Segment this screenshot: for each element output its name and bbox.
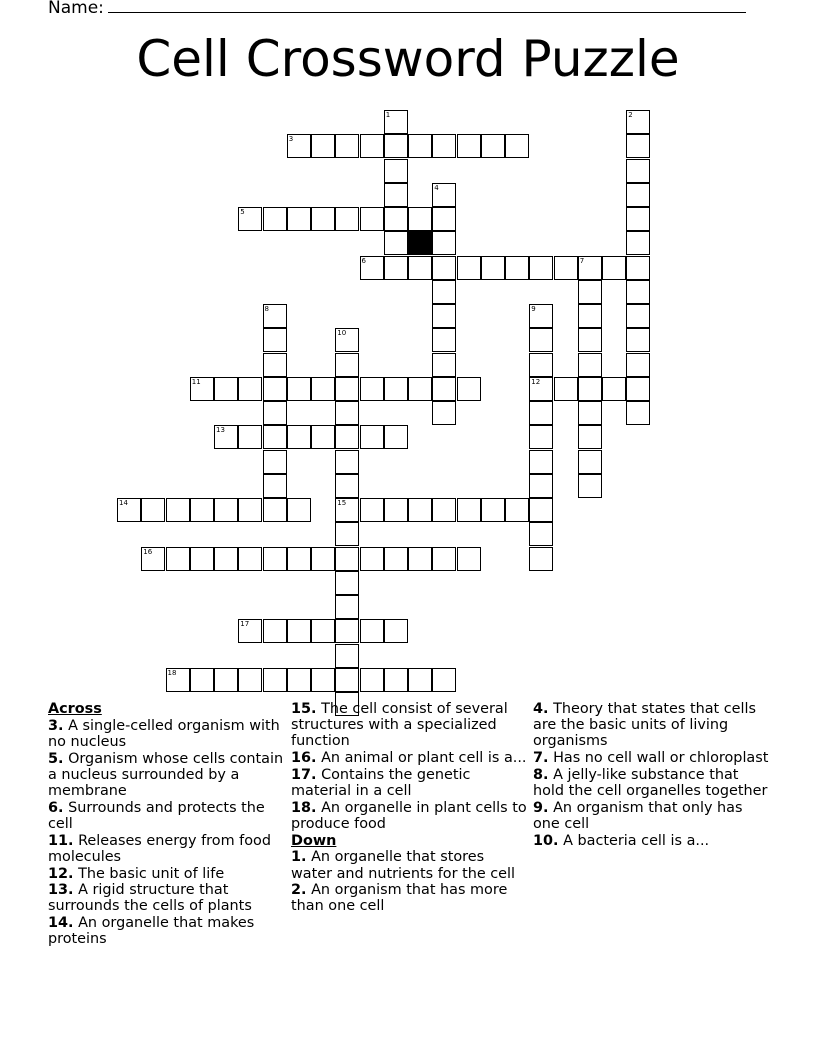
grid-cell[interactable] xyxy=(457,498,481,522)
clue-item xyxy=(291,800,527,832)
clue-item-number: 9. xyxy=(533,799,549,816)
clue-column-1 xyxy=(48,701,284,948)
clue-number: 5 xyxy=(240,208,245,216)
clue-item xyxy=(48,866,284,882)
grid-cell[interactable] xyxy=(408,668,432,692)
grid-cell[interactable] xyxy=(238,619,262,643)
grid-cell[interactable] xyxy=(263,474,287,498)
clue-item-text: An organelle in plant cells to produce food xyxy=(291,799,527,832)
grid-cell[interactable] xyxy=(432,377,456,401)
grid-cell[interactable] xyxy=(602,377,626,401)
grid-cell[interactable] xyxy=(578,280,602,304)
grid-cell[interactable] xyxy=(214,425,238,449)
grid-cell[interactable] xyxy=(529,328,553,352)
grid-cell[interactable] xyxy=(408,498,432,522)
clue-item xyxy=(48,718,284,750)
grid-cell[interactable] xyxy=(335,377,359,401)
clue-number: 10 xyxy=(337,329,347,338)
grid-cell[interactable] xyxy=(384,498,408,522)
grid-cell[interactable] xyxy=(432,668,456,692)
clue-item xyxy=(291,767,527,799)
grid-cell[interactable] xyxy=(384,619,408,643)
grid-cell[interactable] xyxy=(384,547,408,571)
clue-item xyxy=(291,750,527,766)
clue-item-number: 11. xyxy=(48,832,74,849)
grid-cell[interactable] xyxy=(263,425,287,449)
clue-item-text: An organelle that makes proteins xyxy=(48,915,255,948)
grid-cell[interactable] xyxy=(578,474,602,498)
grid-cell[interactable] xyxy=(384,668,408,692)
grid-cell[interactable] xyxy=(311,207,335,231)
clue-number: 11 xyxy=(191,377,201,386)
grid-cell[interactable] xyxy=(626,401,650,425)
grid-cell[interactable] xyxy=(432,547,456,571)
grid-cell[interactable] xyxy=(238,547,262,571)
grid-cell[interactable] xyxy=(335,522,359,546)
grid-cell[interactable] xyxy=(408,134,432,158)
clue-item-number: 5. xyxy=(48,750,64,767)
grid-cell[interactable] xyxy=(432,256,456,280)
clue-item-number: 18. xyxy=(291,799,317,816)
grid-cell[interactable] xyxy=(408,547,432,571)
clue-item xyxy=(533,800,769,832)
grid-cell[interactable] xyxy=(432,353,456,377)
grid-cell[interactable] xyxy=(578,401,602,425)
grid-cell[interactable] xyxy=(529,304,553,328)
clue-item-number: 14. xyxy=(48,915,74,932)
clue-item xyxy=(48,751,284,800)
grid-cell[interactable] xyxy=(529,353,553,377)
clue-item-number: 1. xyxy=(291,849,307,866)
grid-cell[interactable] xyxy=(190,377,214,401)
grid-cell[interactable] xyxy=(263,328,287,352)
grid-cell[interactable] xyxy=(360,425,384,449)
clue-number: 4 xyxy=(434,183,439,192)
grid-cell[interactable] xyxy=(238,377,262,401)
grid-cell[interactable] xyxy=(214,668,238,692)
grid-cell[interactable] xyxy=(287,134,311,158)
clue-item-number: 2. xyxy=(291,882,307,899)
clue-number: 15 xyxy=(337,499,347,507)
clue-item-number: 6. xyxy=(48,799,64,816)
grid-cell[interactable] xyxy=(263,498,287,522)
clue-item-number: 12. xyxy=(48,865,74,882)
clue-item-text: Releases energy from food molecules xyxy=(48,832,271,865)
grid-cell[interactable] xyxy=(335,498,359,522)
grid-cell[interactable] xyxy=(263,304,287,328)
grid-cell[interactable] xyxy=(626,207,650,231)
grid-cell[interactable] xyxy=(360,498,384,522)
grid-cell[interactable] xyxy=(626,159,650,183)
grid-cell[interactable] xyxy=(602,256,626,280)
grid-cell[interactable] xyxy=(166,668,190,692)
grid-cell[interactable] xyxy=(432,231,456,255)
clue-item xyxy=(48,882,284,914)
grid-cell[interactable] xyxy=(432,401,456,425)
grid-cell[interactable] xyxy=(432,280,456,304)
grid-cell[interactable] xyxy=(190,668,214,692)
grid-cell[interactable] xyxy=(529,377,553,401)
clue-number: 12 xyxy=(531,377,541,386)
grid-cell[interactable] xyxy=(360,377,384,401)
grid-cell[interactable] xyxy=(287,668,311,692)
grid-cell[interactable] xyxy=(578,353,602,377)
grid-cell[interactable] xyxy=(457,134,481,158)
grid-cell[interactable] xyxy=(166,547,190,571)
grid-cell[interactable] xyxy=(626,110,650,134)
grid-cell[interactable] xyxy=(117,498,141,522)
grid-cell[interactable] xyxy=(360,619,384,643)
grid-cell[interactable] xyxy=(384,207,408,231)
clue-item-text: A single-celled organism with no nucleus xyxy=(48,717,280,750)
clue-item-number: 7. xyxy=(533,750,549,767)
grid-cell[interactable] xyxy=(432,134,456,158)
grid-cell[interactable] xyxy=(578,328,602,352)
clue-item-text: A bacteria cell is a... xyxy=(563,832,710,849)
grid-cell[interactable] xyxy=(578,425,602,449)
grid-block xyxy=(408,231,432,255)
clue-item-number: 16. xyxy=(291,750,317,767)
grid-cell[interactable] xyxy=(481,256,505,280)
grid-cell[interactable] xyxy=(408,207,432,231)
grid-cell[interactable] xyxy=(626,377,650,401)
clue-item-number: 4. xyxy=(533,701,549,717)
grid-cell[interactable] xyxy=(287,547,311,571)
grid-cell[interactable] xyxy=(481,498,505,522)
grid-cell[interactable] xyxy=(263,401,287,425)
grid-cell[interactable] xyxy=(335,353,359,377)
grid-cell[interactable] xyxy=(311,377,335,401)
clue-item xyxy=(291,701,527,750)
grid-cell[interactable] xyxy=(263,353,287,377)
clue-item xyxy=(291,849,527,881)
grid-cell[interactable] xyxy=(529,547,553,571)
grid-cell[interactable] xyxy=(384,183,408,207)
grid-cell[interactable] xyxy=(578,450,602,474)
clue-item xyxy=(533,750,769,766)
clue-number: 1 xyxy=(385,111,391,119)
grid-cell[interactable] xyxy=(578,304,602,328)
grid-cell[interactable] xyxy=(360,256,384,280)
grid-cell[interactable] xyxy=(432,304,456,328)
grid-cell[interactable] xyxy=(311,668,335,692)
grid-cell[interactable] xyxy=(384,256,408,280)
grid-cell[interactable] xyxy=(432,207,456,231)
grid-cell[interactable] xyxy=(335,425,359,449)
grid-cell[interactable] xyxy=(335,547,359,571)
clue-item-number: 10. xyxy=(533,832,559,849)
grid-cell[interactable] xyxy=(335,450,359,474)
clue-heading-down: Down xyxy=(291,832,337,849)
grid-cell[interactable] xyxy=(287,425,311,449)
grid-cell[interactable] xyxy=(335,134,359,158)
grid-cell[interactable] xyxy=(384,110,408,134)
grid-cell[interactable] xyxy=(626,328,650,352)
grid-cell[interactable] xyxy=(311,547,335,571)
clue-number: 9 xyxy=(531,305,536,313)
grid-cell[interactable] xyxy=(457,547,481,571)
clue-item-text: An organism that has more than one cell xyxy=(291,882,508,915)
clue-item xyxy=(48,833,284,865)
grid-cell[interactable] xyxy=(141,547,165,571)
clue-number: 8 xyxy=(264,305,269,313)
grid-cell[interactable] xyxy=(238,498,262,522)
grid-cell[interactable] xyxy=(360,547,384,571)
grid-cell[interactable] xyxy=(384,377,408,401)
clue-item-number: 17. xyxy=(291,766,317,783)
grid-cell[interactable] xyxy=(384,425,408,449)
clue-item-text: The basic unit of life xyxy=(78,865,225,882)
grid-cell[interactable] xyxy=(263,207,287,231)
grid-cell[interactable] xyxy=(141,498,165,522)
clue-item-text: An animal or plant cell is a... xyxy=(321,750,527,767)
grid-cell[interactable] xyxy=(263,619,287,643)
clue-number: 2 xyxy=(628,111,633,119)
grid-cell[interactable] xyxy=(529,401,553,425)
name-label: Name: xyxy=(48,0,104,18)
grid-cell[interactable] xyxy=(335,328,359,352)
grid-cell[interactable] xyxy=(263,668,287,692)
grid-cell[interactable] xyxy=(529,425,553,449)
grid-cell[interactable] xyxy=(335,571,359,595)
grid-cell[interactable] xyxy=(360,668,384,692)
clue-number: 18 xyxy=(167,668,177,677)
clue-number: 7 xyxy=(579,256,585,265)
grid-cell[interactable] xyxy=(335,474,359,498)
grid-cell[interactable] xyxy=(384,231,408,255)
grid-cell[interactable] xyxy=(505,256,529,280)
clue-heading-across: Across xyxy=(48,701,102,717)
grid-cell[interactable] xyxy=(432,498,456,522)
clue-item xyxy=(291,882,527,914)
grid-cell[interactable] xyxy=(432,328,456,352)
clue-item-text: The cell consist of several structures with a specialized function xyxy=(291,701,508,750)
grid-cell[interactable] xyxy=(335,401,359,425)
clue-item-text: An organism that only has one cell xyxy=(533,799,743,832)
grid-cell[interactable] xyxy=(287,498,311,522)
grid-cell[interactable] xyxy=(529,498,553,522)
clue-number: 14 xyxy=(119,499,128,507)
clue-item-number: 8. xyxy=(533,766,549,783)
clue-column-2 xyxy=(291,701,527,915)
grid-cell[interactable] xyxy=(529,474,553,498)
clue-item xyxy=(48,800,284,832)
clue-item xyxy=(533,701,769,750)
grid-cell[interactable] xyxy=(481,134,505,158)
clue-number: 13 xyxy=(216,426,225,435)
clue-item-text: Contains the genetic material in a cell xyxy=(291,766,471,800)
clue-item-text: Has no cell wall or chloroplast xyxy=(553,750,769,767)
clue-item-number: 13. xyxy=(48,882,74,899)
grid-cell[interactable] xyxy=(360,134,384,158)
clue-item-number: 3. xyxy=(48,717,64,734)
grid-cell[interactable] xyxy=(311,425,335,449)
grid-cell[interactable] xyxy=(408,377,432,401)
grid-cell[interactable] xyxy=(626,134,650,158)
grid-cell[interactable] xyxy=(263,377,287,401)
clue-item-text: A rigid structure that surrounds the cells of plants xyxy=(48,882,252,915)
grid-cell[interactable] xyxy=(457,377,481,401)
grid-cell[interactable] xyxy=(529,256,553,280)
grid-cell[interactable] xyxy=(626,353,650,377)
clue-item-text: Theory that states that cells are the basic units of living organisms xyxy=(533,701,757,750)
puzzle-title: Cell Crossword Puzzle xyxy=(136,30,680,88)
grid-cell[interactable] xyxy=(335,668,359,692)
grid-cell[interactable] xyxy=(626,183,650,207)
clue-number: 17 xyxy=(240,620,250,629)
clue-item-text: An organelle that stores water and nutrients for the cell xyxy=(291,849,516,882)
grid-cell[interactable] xyxy=(626,304,650,328)
clue-item xyxy=(48,915,284,947)
grid-cell[interactable] xyxy=(626,256,650,280)
grid-cell[interactable] xyxy=(432,183,456,207)
grid-cell[interactable] xyxy=(214,498,238,522)
clue-item-text: Surrounds and protects the cell xyxy=(48,799,265,832)
grid-cell[interactable] xyxy=(190,547,214,571)
clue-item xyxy=(533,767,769,799)
clue-number: 3 xyxy=(288,135,294,144)
grid-cell[interactable] xyxy=(335,207,359,231)
grid-cell[interactable] xyxy=(238,207,262,231)
grid-cell[interactable] xyxy=(457,256,481,280)
grid-cell[interactable] xyxy=(190,498,214,522)
grid-cell[interactable] xyxy=(335,595,359,619)
grid-cell[interactable] xyxy=(214,377,238,401)
grid-cell[interactable] xyxy=(166,498,190,522)
grid-cell[interactable] xyxy=(238,425,262,449)
clue-item-number: 15. xyxy=(291,701,317,717)
grid-cell[interactable] xyxy=(626,280,650,304)
grid-cell[interactable] xyxy=(626,231,650,255)
clue-item-text: Organism whose cells contain a nucleus surrounded by a membrane xyxy=(48,750,284,800)
grid-cell[interactable] xyxy=(263,547,287,571)
grid-cell[interactable] xyxy=(554,377,578,401)
clue-item xyxy=(533,833,769,849)
grid-cell[interactable] xyxy=(238,668,262,692)
grid-cell[interactable] xyxy=(384,134,408,158)
grid-cell[interactable] xyxy=(408,256,432,280)
grid-cell[interactable] xyxy=(214,547,238,571)
grid-cell[interactable] xyxy=(384,159,408,183)
grid-cell[interactable] xyxy=(554,256,578,280)
grid-cell[interactable] xyxy=(360,207,384,231)
grid-cell[interactable] xyxy=(287,619,311,643)
clue-item-text: A jelly-like substance that hold the cell organelles together xyxy=(533,766,768,800)
grid-cell[interactable] xyxy=(263,450,287,474)
grid-cell[interactable] xyxy=(578,377,602,401)
clue-number: 16 xyxy=(143,547,153,556)
grid-cell[interactable] xyxy=(335,644,359,668)
clue-column-3 xyxy=(533,701,769,849)
grid-cell[interactable] xyxy=(529,450,553,474)
grid-cell[interactable] xyxy=(311,619,335,643)
grid-cell[interactable] xyxy=(578,256,602,280)
grid-cell[interactable] xyxy=(311,134,335,158)
grid-cell[interactable] xyxy=(505,134,529,158)
grid-cell[interactable] xyxy=(529,522,553,546)
grid-cell[interactable] xyxy=(505,498,529,522)
grid-cell[interactable] xyxy=(287,207,311,231)
clue-number: 6 xyxy=(361,256,366,265)
grid-cell[interactable] xyxy=(335,619,359,643)
grid-cell[interactable] xyxy=(287,377,311,401)
